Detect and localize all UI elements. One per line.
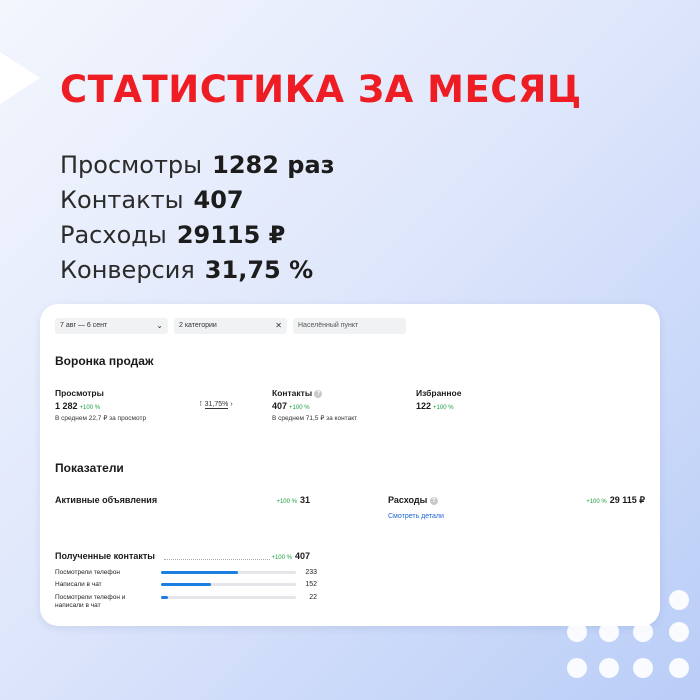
location-input[interactable]: Населённый пункт [293, 318, 406, 334]
dots-decoration [565, 588, 695, 698]
funnel-icon: ⊺ [199, 401, 203, 408]
info-icon[interactable]: ? [430, 497, 438, 505]
see-details-link[interactable]: Смотреть детали [388, 513, 444, 520]
arrow-decoration [0, 52, 40, 104]
summary-expenses: Расходы 29115 ₽ [60, 221, 286, 249]
summary-stats [60, 148, 335, 288]
active-ads-value: +100 % 31 [276, 495, 310, 505]
summary-conversion: Конверсия 31,75 % [60, 256, 314, 284]
chevron-down-icon: ⌄ [156, 321, 163, 330]
funnel-views: Просмотры 1 282 +100 % В среднем 22,7 ₽ за просмотр [55, 388, 147, 422]
summary-contacts: Контакты 407 [60, 186, 244, 214]
expenses-label: Расходы ? [388, 495, 438, 505]
active-ads-label: Активные объявления [55, 495, 158, 505]
funnel-favorites: Избранное 122 +100 % [416, 388, 462, 411]
progress-bar [161, 596, 296, 599]
funnel-title: Воронка продаж [55, 354, 154, 368]
funnel-contacts: Контакты ? 407 +100 % В среднем 71,5 ₽ за контакт [272, 388, 358, 422]
progress-bar [161, 583, 296, 586]
period-select[interactable]: 7 авг — 6 сент ⌄ [55, 318, 168, 334]
category-select[interactable]: 2 категории ✕ [174, 318, 287, 334]
info-icon[interactable]: ? [314, 390, 322, 398]
conversion-link[interactable]: ⊺ 31,75% › [199, 401, 233, 408]
statistics-card: 7 авг — 6 сент ⌄ 2 категории ✕ Населённый пункт Воронка продаж Просмотры 1 282 +100 % В среднем 22,7 ₽ за просмотр ⊺ 31,75% › Контакты ? 407 +100 % В среднем 71,5 ₽ за контакт Избранное 122 +100 % Показатели Активные объявления +100 % 31 Расходы ? +100 % 29 115 ₽ Смотреть детали Полученные контакты +100 % 407 Посмотрели телефон 233 Написали в чат 152 Посмотрели телефон и написали в чат 22 [40, 304, 660, 626]
expenses-value: +100 % 29 115 ₽ [586, 495, 645, 505]
page-title: СТАТИСТИКА ЗА МЕСЯЦ [60, 68, 582, 111]
close-icon[interactable]: ✕ [275, 321, 282, 330]
progress-bar [161, 571, 296, 574]
received-contacts-label: Полученные контакты [55, 551, 155, 561]
chevron-right-icon: › [230, 401, 233, 408]
received-contacts-value: +100 % 407 [271, 551, 310, 561]
indicators-title: Показатели [55, 461, 124, 475]
summary-views: Просмотры 1282 раз [60, 151, 335, 179]
